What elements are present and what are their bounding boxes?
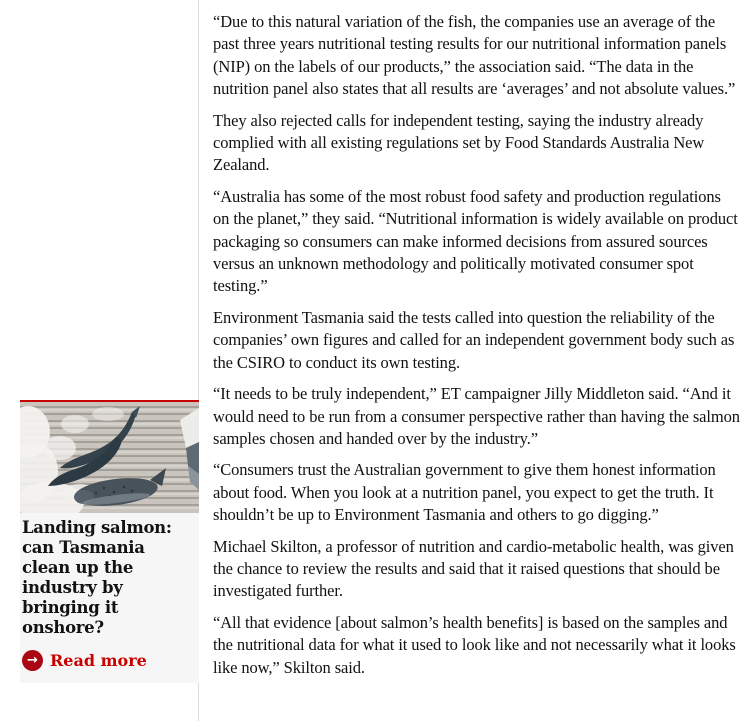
article-body — [213, 0, 741, 688]
article-paragraph: “It needs to be truly independent,” ET campaigner Jilly Middleton said. “And it would need to be run from a consumer perspective rather than having the salmon samples chosen and handed over by the industry.” — [213, 384, 740, 448]
article-paragraph: They also rejected calls for independent testing, saying the industry already complied with all existing regulations set by Food Standards Australia New Zealand. — [213, 110, 705, 175]
read-more-label: Read more — [50, 651, 147, 670]
arrow-right-icon: → — [22, 650, 43, 671]
salmon-photo — [20, 402, 199, 513]
article-paragraph: “All that evidence [about salmon’s health benefits] is based on the samples and the nutritional data for what it used to look like and not necessarily what it looks like now,” Skilton said. — [213, 612, 736, 677]
article-paragraph: “Due to this natural variation of the fish, the companies use an average of the past three years nutritional testing results for our nutritional information panels (NIP) on the labels of our products,” the association said. “The data in the nutrition panel also states that all results are ‘averages’ and not absolute values.” — [213, 12, 736, 99]
article-paragraph: “Australia has some of the most robust food safety and production regulations on the planet,” they said. “Nutritional information is widely available on product packaging so consumers can make informed decisions from assured sources versus an unknown methodology and politically motivated consumer spot testing.” — [213, 186, 738, 296]
article-paragraph: Environment Tasmania said the tests called into question the reliability of the companies’ own figures and called for an independent government body such as the CSIRO to conduct its own testing. — [213, 307, 735, 372]
related-article-title: Landing salmon: can Tasmania clean up the industry by bringing it onshore? — [22, 518, 172, 637]
article-paragraph: “Consumers trust the Australian government to give them honest information about food. When you look at a nutrition panel, you expect to get the truth. It shouldn’t be up to Environment Tasmania and others to go digging.” — [213, 460, 716, 525]
related-article-card[interactable] — [20, 400, 199, 683]
article-paragraph: Michael Skilton, a professor of nutrition and cardio-metabolic health, was given the chance to review the results and said that it raised questions that should be investigated further. — [213, 536, 734, 601]
read-more-link[interactable] — [22, 650, 199, 671]
